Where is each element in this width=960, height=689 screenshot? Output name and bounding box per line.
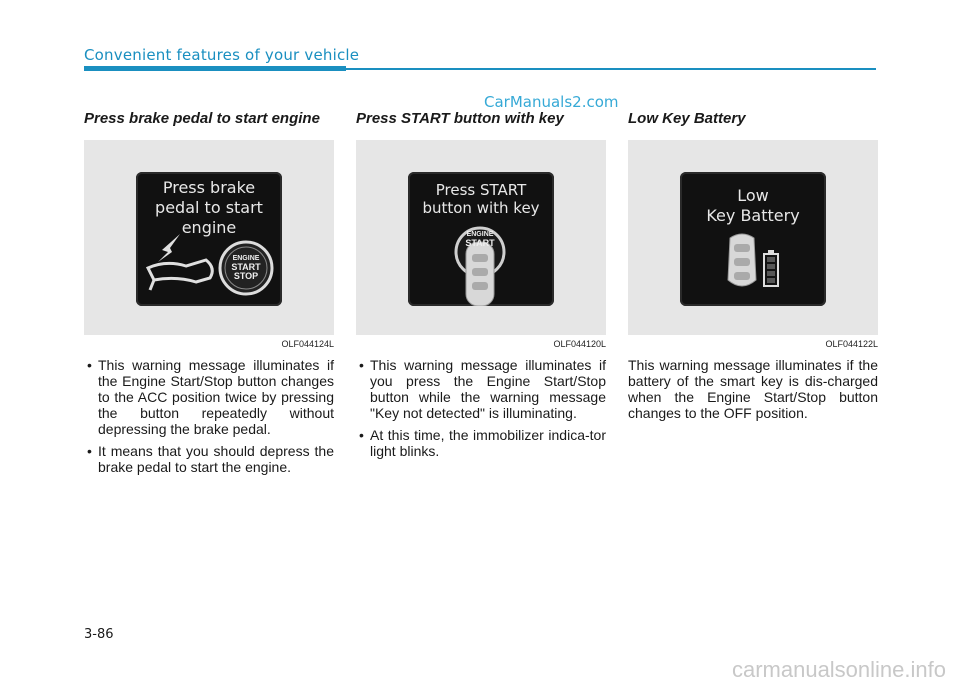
header-rule-thin bbox=[346, 68, 876, 70]
section-heading: Press START button with key bbox=[356, 110, 564, 127]
paragraph: This warning message illuminates if the battery of the smart key is dis-charged when the Engine Start/Stop button changes to the OFF position. bbox=[628, 357, 878, 421]
button-label-line: ENGINE bbox=[232, 255, 260, 262]
figure-code: OLF044124L bbox=[281, 339, 334, 349]
cluster-display bbox=[680, 172, 826, 306]
section-low-key-battery bbox=[628, 108, 878, 421]
section-body bbox=[356, 357, 606, 459]
section-header-title: Convenient features of your vehicle bbox=[84, 46, 360, 64]
section-body bbox=[628, 357, 878, 421]
button-label bbox=[220, 254, 272, 281]
bullet-item: • This warning message illuminates if the Engine Start/Stop button changes to the ACC position twice by pressing the button repeatedly without depressing the brake pedal. bbox=[84, 357, 334, 437]
section-heading: Press brake pedal to start engine bbox=[84, 110, 320, 127]
display-message: Press START button with key bbox=[422, 181, 540, 217]
button-label-line: STOP bbox=[233, 271, 259, 281]
bullet-item: • This warning message illuminates if you press the Engine Start/Stop button while the warning message "Key not detected" is illuminating. bbox=[356, 357, 606, 421]
button-label-line: START bbox=[465, 238, 495, 248]
display-message: Press brake pedal to start engine bbox=[155, 178, 263, 237]
start-stop-button-icon bbox=[136, 172, 282, 306]
watermark-link[interactable]: CarManuals2.com bbox=[484, 93, 619, 111]
button-label bbox=[458, 230, 502, 248]
display-message: Low Key Battery bbox=[706, 186, 800, 225]
page-number: 3-86 bbox=[84, 627, 114, 642]
bullet-item: • It means that you should depress the brake pedal to start the engine. bbox=[84, 443, 334, 475]
cluster-display bbox=[408, 172, 554, 306]
figure-code: OLF044120L bbox=[553, 339, 606, 349]
button-label-line: START bbox=[231, 262, 261, 272]
section-brake-pedal bbox=[84, 108, 334, 481]
figure-brake-pedal bbox=[84, 140, 334, 349]
figure-start-button bbox=[356, 140, 606, 349]
figure-code: OLF044122L bbox=[825, 339, 878, 349]
cluster-display bbox=[136, 172, 282, 306]
battery-icon bbox=[680, 172, 826, 306]
bullet-item: • At this time, the immobilizer indica-tor light blinks. bbox=[356, 427, 606, 459]
section-heading: Low Key Battery bbox=[628, 110, 746, 127]
footer-watermark[interactable]: carmanualsonline.info bbox=[731, 657, 946, 682]
figure-low-key-battery bbox=[628, 140, 878, 349]
header-rule-thick bbox=[84, 66, 346, 71]
section-start-button bbox=[356, 108, 606, 465]
section-body bbox=[84, 357, 334, 475]
button-label-line: ENGINE bbox=[466, 231, 494, 238]
